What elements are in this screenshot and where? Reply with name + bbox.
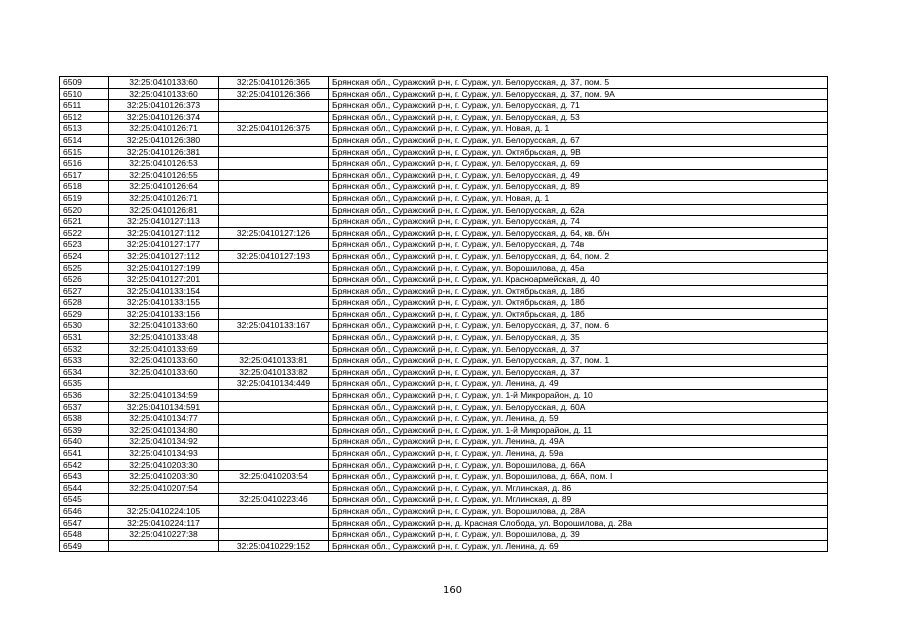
premises-cadastral-number-cell [219,146,329,158]
row-number-cell: 6522 [60,227,109,239]
table-row [60,320,828,332]
row-number-cell: 6514 [60,134,109,146]
address-cell: Брянская обл., Суражский р-н, г. Сураж, ул. Новая, д. 1 [329,192,828,204]
table-row [60,250,828,262]
address-cell: Брянская обл., Суражский р-н, г. Сураж, ул. Мглинская, д. 86 [329,482,828,494]
row-number-cell: 6519 [60,192,109,204]
cadastral-number-cell: 32:25:0410133:60 [109,366,219,378]
cadastral-number-cell: 32:25:0410134:92 [109,436,219,448]
premises-cadastral-number-cell [219,424,329,436]
cadastral-number-cell: 32:25:0410126:380 [109,134,219,146]
table-row [60,390,828,402]
table-row [60,297,828,309]
row-number-cell: 6537 [60,401,109,413]
table-row [60,274,828,286]
row-number-cell: 6527 [60,285,109,297]
premises-cadastral-number-cell [219,413,329,425]
premises-cadastral-number-cell [219,192,329,204]
cadastral-number-cell: 32:25:0410133:69 [109,343,219,355]
row-number-cell: 6513 [60,123,109,135]
row-number-cell: 6539 [60,424,109,436]
cadastral-number-cell: 32:25:0410227:38 [109,529,219,541]
premises-cadastral-number-cell [219,308,329,320]
cadastral-number-cell [109,494,219,506]
cadastral-number-cell: 32:25:0410224:105 [109,505,219,517]
address-cell: Брянская обл., Суражский р-н, г. Сураж, ул. Белорусская, д. 74 [329,216,828,228]
row-number-cell: 6515 [60,146,109,158]
table-row [60,285,828,297]
address-cell: Брянская обл., Суражский р-н, г. Сураж, ул. Ворошилова, д. 28А [329,505,828,517]
premises-cadastral-number-cell: 32:25:0410126:375 [219,123,329,135]
cadastral-number-cell: 32:25:0410203:30 [109,471,219,483]
row-number-cell: 6531 [60,332,109,344]
row-number-cell: 6538 [60,413,109,425]
row-number-cell: 6520 [60,204,109,216]
table-row [60,343,828,355]
table-row [60,529,828,541]
address-cell: Брянская обл., Суражский р-н, г. Сураж, ул. Белорусская, д. 67 [329,134,828,146]
address-cell: Брянская обл., Суражский р-н, г. Сураж, ул. Белорусская, д. 69 [329,158,828,170]
premises-cadastral-number-cell: 32:25:0410133:167 [219,320,329,332]
premises-cadastral-number-cell [219,343,329,355]
address-cell: Брянская обл., Суражский р-н, г. Сураж, ул. Октябрьская, д. 9В [329,146,828,158]
premises-cadastral-number-cell [219,448,329,460]
row-number-cell: 6528 [60,297,109,309]
cadastral-number-cell: 32:25:0410203:30 [109,459,219,471]
row-number-cell: 6535 [60,378,109,390]
premises-cadastral-number-cell [219,459,329,471]
cadastral-number-cell [109,378,219,390]
cadastral-number-cell: 32:25:0410133:48 [109,332,219,344]
row-number-cell: 6547 [60,517,109,529]
premises-cadastral-number-cell [219,111,329,123]
row-number-cell: 6540 [60,436,109,448]
cadastral-number-cell: 32:25:0410134:59 [109,390,219,402]
premises-cadastral-number-cell: 32:25:0410229:152 [219,540,329,552]
address-cell: Брянская обл., Суражский р-н, г. Сураж, ул. Ленина, д. 69 [329,540,828,552]
cadastral-number-cell: 32:25:0410127:113 [109,216,219,228]
premises-cadastral-number-cell [219,181,329,193]
cadastral-number-cell: 32:25:0410126:374 [109,111,219,123]
table-row [60,355,828,367]
row-number-cell: 6517 [60,169,109,181]
registry-table-body [60,77,828,552]
address-cell: Брянская обл., Суражский р-н, г. Сураж, ул. Белорусская, д. 37 [329,343,828,355]
cadastral-number-cell: 32:25:0410133:154 [109,285,219,297]
address-cell: Брянская обл., Суражский р-н, д. Красная Слобода, ул. Ворошилова, д. 28а [329,517,828,529]
table-row [60,111,828,123]
cadastral-number-cell: 32:25:0410126:53 [109,158,219,170]
cadastral-number-cell: 32:25:0410133:60 [109,88,219,100]
cadastral-number-cell: 32:25:0410127:201 [109,274,219,286]
cadastral-number-cell: 32:25:0410134:80 [109,424,219,436]
cadastral-number-cell: 32:25:0410126:55 [109,169,219,181]
row-number-cell: 6541 [60,448,109,460]
table-row [60,413,828,425]
premises-cadastral-number-cell [219,436,329,448]
row-number-cell: 6521 [60,216,109,228]
row-number-cell: 6510 [60,88,109,100]
premises-cadastral-number-cell [219,505,329,517]
cadastral-number-cell: 32:25:0410126:64 [109,181,219,193]
row-number-cell: 6516 [60,158,109,170]
row-number-cell: 6533 [60,355,109,367]
row-number-cell: 6511 [60,100,109,112]
premises-cadastral-number-cell [219,239,329,251]
table-row [60,448,828,460]
premises-cadastral-number-cell: 32:25:0410203:54 [219,471,329,483]
table-row [60,401,828,413]
address-cell: Брянская обл., Суражский р-н, г. Сураж, ул. Белорусская, д. 37 [329,366,828,378]
premises-cadastral-number-cell [219,482,329,494]
table-row [60,471,828,483]
address-cell: Брянская обл., Суражский р-н, г. Сураж, ул. Белорусская, д. 37, пом. 9А [329,88,828,100]
address-cell: Брянская обл., Суражский р-н, г. Сураж, ул. Ленина, д. 59а [329,448,828,460]
premises-cadastral-number-cell: 32:25:0410223:46 [219,494,329,506]
cadastral-number-cell [109,540,219,552]
address-cell: Брянская обл., Суражский р-н, г. Сураж, ул. Ленина, д. 59 [329,413,828,425]
row-number-cell: 6532 [60,343,109,355]
row-number-cell: 6530 [60,320,109,332]
table-row [60,482,828,494]
address-cell: Брянская обл., Суражский р-н, г. Сураж, ул. Белорусская, д. 89 [329,181,828,193]
table-row [60,77,828,89]
premises-cadastral-number-cell [219,216,329,228]
address-cell: Брянская обл., Суражский р-н, г. Сураж, ул. Ворошилова, д. 39 [329,529,828,541]
premises-cadastral-number-cell: 32:25:0410127:126 [219,227,329,239]
cadastral-number-cell: 32:25:0410126:81 [109,204,219,216]
cadastral-number-cell: 32:25:0410127:112 [109,227,219,239]
registry-table [59,76,828,552]
row-number-cell: 6526 [60,274,109,286]
row-number-cell: 6546 [60,505,109,517]
premises-cadastral-number-cell [219,100,329,112]
premises-cadastral-number-cell [219,134,329,146]
table-row [60,204,828,216]
premises-cadastral-number-cell: 32:25:0410134:449 [219,378,329,390]
premises-cadastral-number-cell [219,297,329,309]
row-number-cell: 6509 [60,77,109,89]
premises-cadastral-number-cell [219,169,329,181]
premises-cadastral-number-cell [219,332,329,344]
address-cell: Брянская обл., Суражский р-н, г. Сураж, ул. Новая, д. 1 [329,123,828,135]
premises-cadastral-number-cell [219,262,329,274]
cadastral-number-cell: 32:25:0410126:71 [109,192,219,204]
table-row [60,366,828,378]
address-cell: Брянская обл., Суражский р-н, г. Сураж, ул. Октябрьская, д. 18б [329,308,828,320]
address-cell: Брянская обл., Суражский р-н, г. Сураж, ул. Белорусская, д. 64, пом. 2 [329,250,828,262]
address-cell: Брянская обл., Суражский р-н, г. Сураж, ул. Октябрьская, д. 18б [329,285,828,297]
premises-cadastral-number-cell [219,529,329,541]
premises-cadastral-number-cell: 32:25:0410127:193 [219,250,329,262]
premises-cadastral-number-cell [219,517,329,529]
row-number-cell: 6543 [60,471,109,483]
premises-cadastral-number-cell: 32:25:0410133:81 [219,355,329,367]
premises-cadastral-number-cell [219,401,329,413]
cadastral-number-cell: 32:25:0410207:54 [109,482,219,494]
row-number-cell: 6542 [60,459,109,471]
row-number-cell: 6536 [60,390,109,402]
cadastral-number-cell: 32:25:0410133:60 [109,355,219,367]
page-number: 160 [442,585,463,596]
address-cell: Брянская обл., Суражский р-н, г. Сураж, ул. Октябрьская, д. 18б [329,297,828,309]
table-row [60,134,828,146]
address-cell: Брянская обл., Суражский р-н, г. Сураж, ул. Белорусская, д. 53 [329,111,828,123]
cadastral-number-cell: 32:25:0410133:155 [109,297,219,309]
address-cell: Брянская обл., Суражский р-н, г. Сураж, ул. Белорусская, д. 35 [329,332,828,344]
row-number-cell: 6548 [60,529,109,541]
cadastral-number-cell: 32:25:0410133:60 [109,320,219,332]
cadastral-number-cell: 32:25:0410126:381 [109,146,219,158]
cadastral-number-cell: 32:25:0410127:112 [109,250,219,262]
table-row [60,459,828,471]
table-row [60,169,828,181]
address-cell: Брянская обл., Суражский р-н, г. Сураж, ул. Белорусская, д. 60А [329,401,828,413]
row-number-cell: 6544 [60,482,109,494]
address-cell: Брянская обл., Суражский р-н, г. Сураж, ул. Ленина, д. 49А [329,436,828,448]
premises-cadastral-number-cell [219,204,329,216]
table-row [60,436,828,448]
cadastral-number-cell: 32:25:0410134:591 [109,401,219,413]
premises-cadastral-number-cell [219,158,329,170]
premises-cadastral-number-cell [219,285,329,297]
table-row [60,227,828,239]
table-row [60,216,828,228]
address-cell: Брянская обл., Суражский р-н, г. Сураж, ул. 1-й Микрорайон, д. 11 [329,424,828,436]
address-cell: Брянская обл., Суражский р-н, г. Сураж, ул. Ворошилова, д. 66А [329,459,828,471]
address-cell: Брянская обл., Суражский р-н, г. Сураж, ул. Ленина, д. 49 [329,378,828,390]
table-row [60,192,828,204]
cadastral-number-cell: 32:25:0410134:77 [109,413,219,425]
row-number-cell: 6529 [60,308,109,320]
row-number-cell: 6523 [60,239,109,251]
cadastral-number-cell: 32:25:0410224:117 [109,517,219,529]
table-row [60,308,828,320]
address-cell: Брянская обл., Суражский р-н, г. Сураж, ул. Белорусская, д. 37, пом. 5 [329,77,828,89]
cadastral-number-cell: 32:25:0410133:60 [109,77,219,89]
table-row [60,494,828,506]
row-number-cell: 6518 [60,181,109,193]
address-cell: Брянская обл., Суражский р-н, г. Сураж, ул. Белорусская, д. 64, кв. б/н [329,227,828,239]
cadastral-number-cell: 32:25:0410126:71 [109,123,219,135]
premises-cadastral-number-cell [219,274,329,286]
table-row [60,424,828,436]
address-cell: Брянская обл., Суражский р-н, г. Сураж, ул. Белорусская, д. 49 [329,169,828,181]
table-row [60,146,828,158]
address-cell: Брянская обл., Суражский р-н, г. Сураж, ул. Ворошилова, д. 66А, пом. I [329,471,828,483]
address-cell: Брянская обл., Суражский р-н, г. Сураж, ул. Белорусская, д. 37, пом. 6 [329,320,828,332]
row-number-cell: 6534 [60,366,109,378]
address-cell: Брянская обл., Суражский р-н, г. Сураж, ул. Белорусская, д. 71 [329,100,828,112]
cadastral-number-cell: 32:25:0410127:199 [109,262,219,274]
cadastral-number-cell: 32:25:0410126:373 [109,100,219,112]
address-cell: Брянская обл., Суражский р-н, г. Сураж, ул. Белорусская, д. 37, пом. 1 [329,355,828,367]
premises-cadastral-number-cell [219,390,329,402]
table-row [60,517,828,529]
cadastral-number-cell: 32:25:0410134:93 [109,448,219,460]
table-row [60,505,828,517]
row-number-cell: 6525 [60,262,109,274]
table-row [60,123,828,135]
row-number-cell: 6549 [60,540,109,552]
row-number-cell: 6512 [60,111,109,123]
table-row [60,239,828,251]
row-number-cell: 6545 [60,494,109,506]
table-row [60,540,828,552]
address-cell: Брянская обл., Суражский р-н, г. Сураж, ул. Красноармейская, д. 40 [329,274,828,286]
cadastral-number-cell: 32:25:0410127:177 [109,239,219,251]
table-row [60,181,828,193]
premises-cadastral-number-cell: 32:25:0410126:365 [219,77,329,89]
premises-cadastral-number-cell: 32:25:0410133:82 [219,366,329,378]
cadastral-number-cell: 32:25:0410133:156 [109,308,219,320]
table-row [60,262,828,274]
table-row [60,332,828,344]
table-row [60,88,828,100]
row-number-cell: 6524 [60,250,109,262]
address-cell: Брянская обл., Суражский р-н, г. Сураж, ул. Ворошилова, д. 45а [329,262,828,274]
address-cell: Брянская обл., Суражский р-н, г. Сураж, ул. 1-й Микрорайон, д. 10 [329,390,828,402]
premises-cadastral-number-cell: 32:25:0410126:366 [219,88,329,100]
address-cell: Брянская обл., Суражский р-н, г. Сураж, ул. Белорусская, д. 62а [329,204,828,216]
table-row [60,100,828,112]
address-cell: Брянская обл., Суражский р-н, г. Сураж, ул. Мглинская, д. 89 [329,494,828,506]
table-row [60,378,828,390]
table-row [60,158,828,170]
address-cell: Брянская обл., Суражский р-н, г. Сураж, ул. Белорусская, д. 74в [329,239,828,251]
